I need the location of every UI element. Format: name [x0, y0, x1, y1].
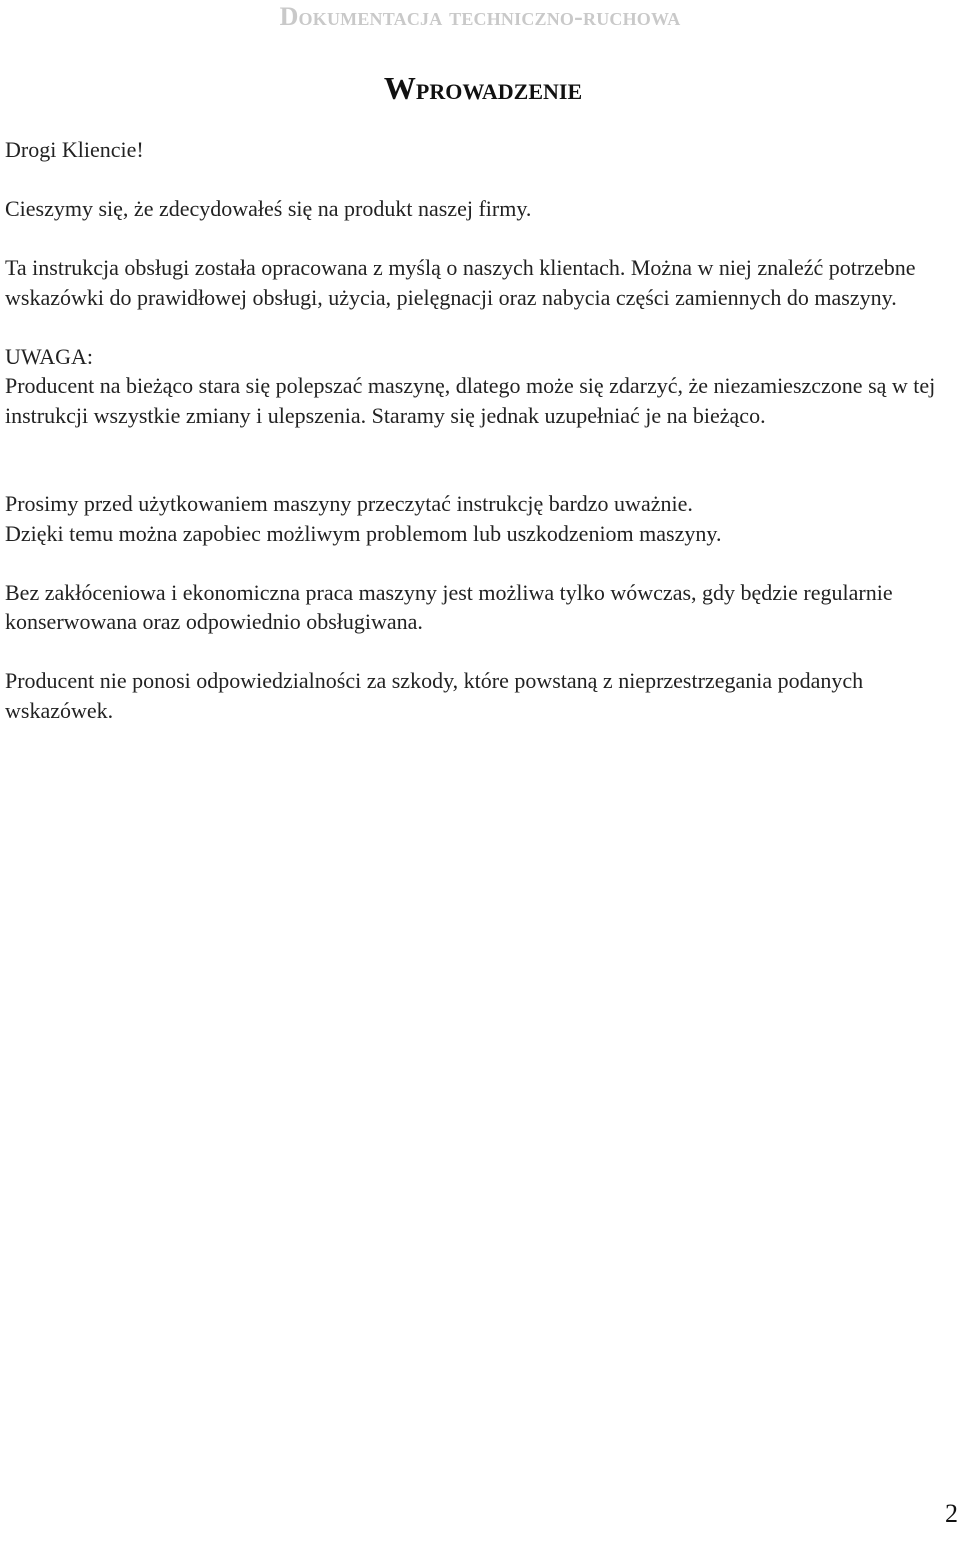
- running-header: Dokumentacja techniczno-ruchowa: [279, 2, 681, 31]
- paragraph-prevent-problems: Dzięki temu można zapobiec możliwym problemom lub uszkodzeniom maszyny.: [5, 520, 722, 546]
- paragraph-maintenance: Bez zakłóceniowa i ekonomiczna praca maszyny jest możliwa tylko wówczas, gdy będzie regularnie konserwowana oraz odpowiednio obsługiwana.: [5, 579, 893, 634]
- warning-label: UWAGA:: [5, 343, 93, 369]
- paragraph-intro: Cieszymy się, że zdecydowałeś się na produkt naszej firmy.: [5, 196, 532, 221]
- warning-text: Producent na bieżąco stara się polepszać maszynę, dlatego może się zdarzyć, że niezamieszczone są w tej instrukcji wszystkie zmiany i ulepszenia. Staramy się jednak uzupełniać je na bieżąco.: [5, 373, 936, 428]
- paragraph-liability: Producent nie ponosi odpowiedzialności za szkody, które powstaną z nieprzestrzegania podanych wskazówek.: [5, 668, 864, 723]
- paragraph-read-carefully: Prosimy przed użytkowaniem maszyny przeczytać instrukcję bardzo uważnie.: [5, 491, 693, 516]
- page-number: 2: [945, 1499, 958, 1528]
- document-body: [5, 135, 940, 725]
- paragraph-instructions: Ta instrukcja obsługi została opracowana z myślą o naszych klientach. Można w niej znaleźć potrzebne wskazówki do prawidłowej obsługi, użycia, pielęgnacji oraz nabycia części zamiennych do maszyny.: [5, 255, 916, 310]
- greeting: Drogi Kliencie!: [5, 137, 144, 162]
- section-title: Wprowadzenie: [383, 70, 583, 106]
